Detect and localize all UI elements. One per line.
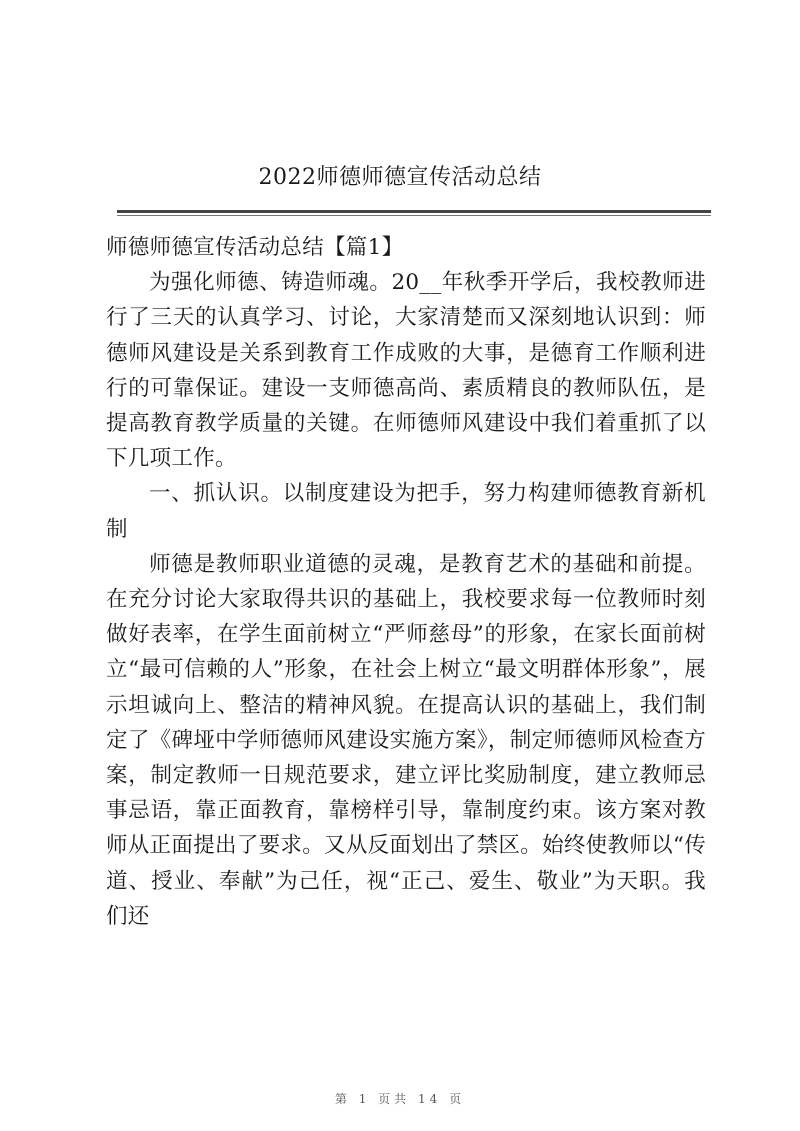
page-number-footer: 第 1 页共 14 页 — [334, 1092, 466, 1106]
title-divider-thin — [117, 215, 711, 216]
paragraph-point-one-heading: 一、抓认识。以制度建设为把手，努力构建师德教育新机制 — [106, 481, 706, 542]
section-heading: 师德师德宣传活动总结【篇1】 — [106, 235, 404, 260]
document-title: 2022师德师德宣传活动总结 — [258, 165, 542, 190]
paragraph-point-one-body: 师德是教师职业道德的灵魂，是教育艺术的基础和前提。在充分讨论大家取得共识的基础上，我校要求每一位教师时刻做好表率，在学生面前树立“严师慈母”的形象，在家长面前树立“最可信赖的人”形象，在社会上树立“最文明群体形象”，展示坦诚向上、整洁的精神风貌。在提高认识的基础上，我们制定了《碑垭中学师德师风建设实施方案》，制定师德师风检查方案，制定教师一日规范要求，建立评比奖励制度，建立教师忌事忌语，靠正面教育，靠榜样引导，靠制度约束。该方案对教师从正面提出了要求。又从反面划出了禁区。始终使教师以“传道、授业、奉献”为己任，视“正己、爱生、敬业”为天职。我们还 — [106, 551, 706, 929]
paragraph-intro: 为强化师德、铸造师魂。20__年秋季开学后，我校教师进行了三天的认真学习、讨论，大家清楚而又深刻地认识到：师德师风建设是关系到教育工作成败的大事，是德育工作顺利进行的可靠保证。建设一支师德高尚、素质精良的教师队伍，是提高教育教学质量的关键。在师德师风建设中我们着重抓了以下几项工作。 — [106, 270, 706, 472]
document-body — [106, 230, 706, 934]
title-divider-thick — [117, 210, 711, 213]
